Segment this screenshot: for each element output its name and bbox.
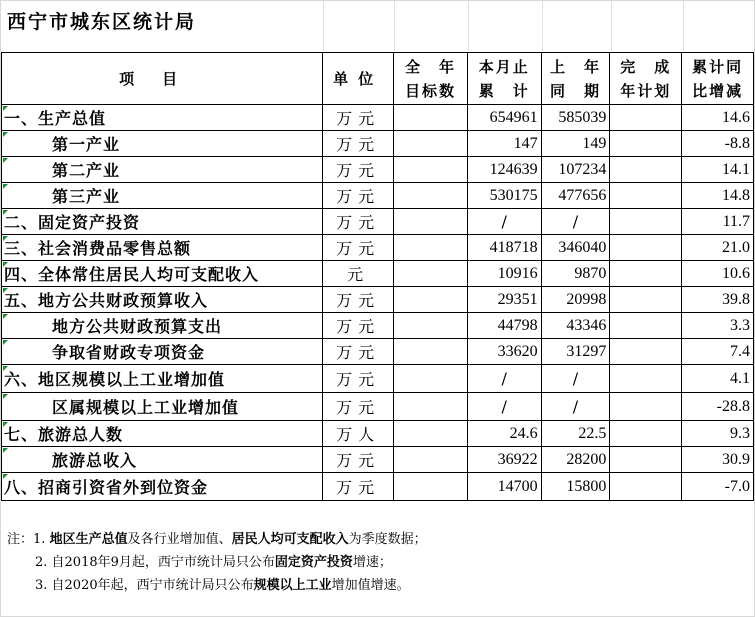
cell-comment-marker-icon	[3, 262, 8, 267]
row-name-cell[interactable]	[2, 157, 323, 183]
row-last-year-cell[interactable]: 107234	[541, 157, 610, 183]
footnote-text: 为季度数据；	[348, 532, 427, 547]
row-unit-cell[interactable]: 万元	[323, 105, 394, 131]
row-name-cell[interactable]	[2, 261, 323, 287]
row-label: 第一产业	[52, 135, 121, 154]
row-last-year-cell[interactable]: /	[541, 365, 610, 393]
table-row	[2, 209, 754, 235]
header-line: 本月止	[478, 57, 530, 76]
row-completion-cell[interactable]	[610, 421, 682, 447]
row-unit-cell[interactable]: 万元	[323, 365, 394, 393]
row-unit-cell[interactable]: 元	[323, 261, 394, 287]
row-last-year-cell[interactable]: 9870	[541, 261, 610, 287]
cell-comment-marker-icon	[3, 340, 8, 345]
row-cumulative-cell[interactable]: 147	[467, 131, 541, 157]
row-last-year-cell[interactable]: 31297	[541, 339, 610, 365]
row-target-cell[interactable]	[394, 393, 468, 421]
header-line: 累 计	[478, 81, 530, 100]
row-label: 八、招商引资省外到位资金	[4, 478, 209, 497]
row-last-year-cell[interactable]: 346040	[541, 235, 610, 261]
row-last-year-cell[interactable]: 585039	[541, 105, 610, 131]
footnote-emphasis: 居民人均可支配收入	[231, 532, 349, 547]
table-row	[2, 313, 754, 339]
row-growth-cell[interactable]: 10.6	[682, 261, 754, 287]
row-unit-cell[interactable]: 万元	[323, 183, 394, 209]
row-label: 七、旅游总人数	[4, 425, 124, 444]
row-label: 一、生产总值	[4, 109, 107, 128]
footnote-emphasis: 固定资产投资	[274, 555, 353, 570]
row-last-year-cell[interactable]: 20998	[541, 287, 610, 313]
row-name-cell[interactable]	[2, 339, 323, 365]
row-label: 区属规模以上工业增加值	[52, 398, 240, 417]
row-label: 争取省财政专项资金	[52, 343, 206, 362]
row-completion-cell[interactable]	[610, 339, 682, 365]
footnote-number: 1.	[33, 532, 46, 547]
row-target-cell[interactable]	[394, 313, 468, 339]
row-unit-cell[interactable]: 万元	[323, 447, 394, 473]
header-line: 全 年	[404, 57, 456, 76]
row-completion-cell[interactable]	[610, 235, 682, 261]
row-target-cell[interactable]	[394, 421, 468, 447]
row-completion-cell[interactable]	[610, 105, 682, 131]
row-cumulative-cell[interactable]: 654961	[467, 105, 541, 131]
header-line: 上 年	[549, 57, 601, 76]
footnote-text: 增速；	[352, 555, 392, 570]
row-target-cell[interactable]	[394, 157, 468, 183]
row-unit-cell[interactable]: 万元	[323, 287, 394, 313]
grid-line	[323, 1, 324, 51]
row-label: 第三产业	[52, 187, 121, 206]
grid-line	[683, 1, 684, 51]
header-growth	[682, 53, 754, 105]
table-row	[2, 235, 754, 261]
table-row	[2, 105, 754, 131]
row-cumulative-cell[interactable]: 10916	[467, 261, 541, 287]
row-cumulative-cell[interactable]: /	[467, 393, 541, 421]
row-name-cell[interactable]	[2, 421, 323, 447]
row-growth-cell[interactable]: 11.7	[682, 209, 754, 235]
row-cumulative-cell[interactable]: 29351	[467, 287, 541, 313]
table-row	[2, 131, 754, 157]
row-target-cell[interactable]	[394, 261, 468, 287]
table-row	[2, 287, 754, 313]
row-cumulative-cell[interactable]: 44798	[467, 313, 541, 339]
row-label: 六、地区规模以上工业增加值	[4, 370, 226, 389]
footnote-text: 及各行业增加值、	[127, 532, 232, 547]
grid-line	[394, 1, 395, 51]
header-row	[2, 53, 754, 105]
row-last-year-cell[interactable]: 15800	[541, 473, 610, 501]
row-unit-cell[interactable]: 万人	[323, 421, 394, 447]
row-target-cell[interactable]	[394, 209, 468, 235]
row-completion-cell[interactable]	[610, 261, 682, 287]
row-last-year-cell[interactable]: /	[541, 209, 610, 235]
cell-comment-marker-icon	[3, 394, 8, 399]
footnote-1	[7, 528, 427, 551]
table-row	[2, 473, 754, 501]
row-target-cell[interactable]	[394, 287, 468, 313]
cell-comment-marker-icon	[3, 422, 8, 427]
footnote-text: 3. 自2020年起，西宁市统计局只公布	[35, 578, 254, 593]
row-unit-cell[interactable]: 万元	[323, 235, 394, 261]
row-completion-cell[interactable]	[610, 157, 682, 183]
row-growth-cell[interactable]: 14.1	[682, 157, 754, 183]
row-cumulative-cell[interactable]: 14700	[467, 473, 541, 501]
row-completion-cell[interactable]	[610, 393, 682, 421]
row-name-cell[interactable]	[2, 313, 323, 339]
row-name-cell[interactable]	[2, 393, 323, 421]
row-target-cell[interactable]	[394, 105, 468, 131]
table-row	[2, 393, 754, 421]
row-name-cell[interactable]	[2, 365, 323, 393]
footnote-text: 2. 自2018年9月起，西宁市统计局只公布	[35, 555, 275, 570]
row-growth-cell[interactable]: 30.9	[682, 447, 754, 473]
row-target-cell[interactable]	[394, 235, 468, 261]
table-row	[2, 365, 754, 393]
row-cumulative-cell[interactable]: 36922	[467, 447, 541, 473]
row-cumulative-cell[interactable]: 124639	[467, 157, 541, 183]
footnote-3	[7, 574, 427, 597]
table-row	[2, 183, 754, 209]
row-name-cell[interactable]	[2, 473, 323, 501]
row-completion-cell[interactable]	[610, 183, 682, 209]
row-name-cell[interactable]	[2, 287, 323, 313]
row-completion-cell[interactable]	[610, 473, 682, 501]
row-cumulative-cell[interactable]: /	[467, 365, 541, 393]
header-month-cumulative	[467, 53, 541, 105]
statistics-table	[1, 52, 754, 501]
header-item: 项目	[2, 53, 323, 105]
row-unit-cell[interactable]: 万元	[323, 393, 394, 421]
header-line: 同 期	[549, 81, 601, 100]
row-cumulative-cell[interactable]: 24.6	[467, 421, 541, 447]
row-label: 二、固定资产投资	[4, 213, 141, 232]
row-unit-cell[interactable]: 万元	[323, 313, 394, 339]
row-target-cell[interactable]	[394, 473, 468, 501]
header-line: 累计同	[692, 57, 744, 76]
table-row	[2, 261, 754, 287]
row-last-year-cell[interactable]: 28200	[541, 447, 610, 473]
row-name-cell[interactable]	[2, 209, 323, 235]
cell-comment-marker-icon	[3, 288, 8, 293]
row-completion-cell[interactable]	[610, 287, 682, 313]
header-line: 年计划	[620, 81, 672, 100]
row-target-cell[interactable]	[394, 183, 468, 209]
row-growth-cell[interactable]: -7.0	[682, 473, 754, 501]
row-growth-cell[interactable]: 4.1	[682, 365, 754, 393]
row-cumulative-cell[interactable]: /	[467, 209, 541, 235]
header-annual-target	[394, 53, 468, 105]
row-growth-cell[interactable]: 14.6	[682, 105, 754, 131]
row-last-year-cell[interactable]: 477656	[541, 183, 610, 209]
row-name-cell[interactable]	[2, 447, 323, 473]
row-last-year-cell[interactable]: 43346	[541, 313, 610, 339]
row-label: 四、全体常住居民人均可支配收入	[4, 265, 260, 284]
cell-comment-marker-icon	[3, 366, 8, 371]
cell-comment-marker-icon	[3, 106, 8, 111]
row-growth-cell[interactable]: 9.3	[682, 421, 754, 447]
footnote-prefix: 注：	[7, 532, 34, 547]
cell-comment-marker-icon	[3, 474, 8, 479]
header-last-year	[541, 53, 610, 105]
cell-comment-marker-icon	[3, 210, 8, 215]
row-target-cell[interactable]	[394, 339, 468, 365]
header-unit: 单位	[323, 53, 394, 105]
row-cumulative-cell[interactable]: 33620	[467, 339, 541, 365]
row-label: 第二产业	[52, 161, 121, 180]
footnote-text: 增加值增速。	[331, 578, 410, 593]
table-row	[2, 157, 754, 183]
row-target-cell[interactable]	[394, 365, 468, 393]
row-name-cell[interactable]	[2, 131, 323, 157]
row-unit-cell[interactable]: 万元	[323, 473, 394, 501]
header-line: 比增减	[692, 81, 744, 100]
row-growth-cell[interactable]: 39.8	[682, 287, 754, 313]
header-line: 完 成	[620, 57, 672, 76]
row-unit-cell[interactable]: 万元	[323, 157, 394, 183]
row-target-cell[interactable]	[394, 131, 468, 157]
row-completion-cell[interactable]	[610, 365, 682, 393]
row-completion-cell[interactable]	[610, 313, 682, 339]
header-completion	[610, 53, 682, 105]
row-cumulative-cell[interactable]: 530175	[467, 183, 541, 209]
cell-comment-marker-icon	[3, 314, 8, 319]
cell-comment-marker-icon	[3, 158, 8, 163]
grid-line	[542, 1, 543, 51]
row-growth-cell[interactable]: 7.4	[682, 339, 754, 365]
cell-comment-marker-icon	[3, 236, 8, 241]
cell-comment-marker-icon	[3, 448, 8, 453]
row-label: 旅游总收入	[52, 451, 138, 470]
cell-comment-marker-icon	[3, 132, 8, 137]
row-growth-cell[interactable]: 14.8	[682, 183, 754, 209]
row-last-year-cell[interactable]: /	[541, 393, 610, 421]
row-last-year-cell[interactable]: 149	[541, 131, 610, 157]
row-completion-cell[interactable]	[610, 447, 682, 473]
footnote-emphasis: 地区生产总值	[49, 532, 128, 547]
table-row	[2, 339, 754, 365]
row-label: 三、社会消费品零售总额	[4, 239, 192, 258]
table-row	[2, 421, 754, 447]
row-name-cell[interactable]	[2, 235, 323, 261]
row-growth-cell[interactable]: 3.3	[682, 313, 754, 339]
row-label: 地方公共财政预算支出	[52, 317, 223, 336]
row-label: 五、地方公共财政预算收入	[4, 291, 209, 310]
row-completion-cell[interactable]	[610, 209, 682, 235]
grid-line	[468, 1, 469, 51]
row-completion-cell[interactable]	[610, 131, 682, 157]
row-growth-cell[interactable]: -28.8	[682, 393, 754, 421]
grid-line	[611, 1, 612, 51]
row-name-cell[interactable]	[2, 183, 323, 209]
row-cumulative-cell[interactable]: 418718	[467, 235, 541, 261]
footnotes	[7, 528, 427, 597]
row-target-cell[interactable]	[394, 447, 468, 473]
row-last-year-cell[interactable]: 22.5	[541, 421, 610, 447]
row-unit-cell[interactable]: 万元	[323, 209, 394, 235]
row-growth-cell[interactable]: 21.0	[682, 235, 754, 261]
footnote-2	[7, 551, 427, 574]
row-growth-cell[interactable]: -8.8	[682, 131, 754, 157]
cell-comment-marker-icon	[3, 184, 8, 189]
row-name-cell[interactable]	[2, 105, 323, 131]
page-title: 西宁市城东区统计局	[7, 11, 197, 33]
footnote-emphasis: 规模以上工业	[253, 578, 332, 593]
row-unit-cell[interactable]: 万元	[323, 339, 394, 365]
table-row	[2, 447, 754, 473]
row-unit-cell[interactable]: 万元	[323, 131, 394, 157]
header-line: 目标数	[404, 81, 456, 100]
